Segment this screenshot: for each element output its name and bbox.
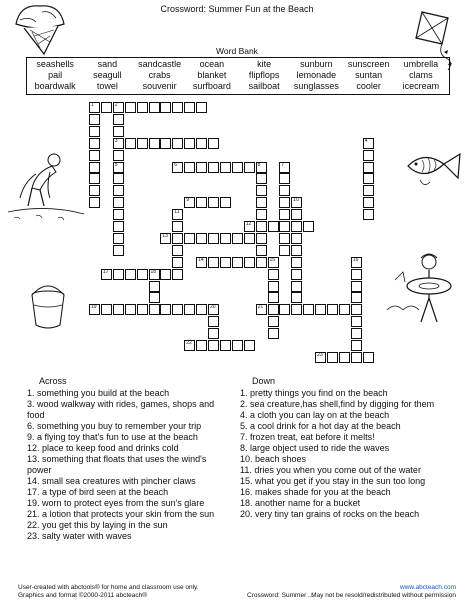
crossword-cell[interactable] [256,162,267,173]
crossword-cell[interactable] [256,197,267,208]
crossword-cell[interactable] [220,257,231,268]
crossword-cell[interactable] [279,233,290,244]
clue-item: 14. small sea creatures with pincher claws [27,476,196,486]
crossword-cell[interactable] [268,328,279,339]
crossword-cell[interactable] [196,340,207,351]
crossword-cell[interactable] [363,209,374,220]
crossword-cell[interactable] [113,304,124,315]
crossword-cell[interactable] [160,102,171,113]
clue-item: 6. something you buy to remember your trip [27,421,202,431]
crossword-cell[interactable] [256,209,267,220]
crossword-cell[interactable] [339,304,350,315]
crossword-cell[interactable] [351,304,362,315]
crossword-cell[interactable] [268,281,279,292]
crossword-cell[interactable] [351,257,362,268]
crossword-cell[interactable] [113,138,124,149]
clue-number: 22 [186,340,192,346]
crossword-cell[interactable] [244,162,255,173]
crossword-cell[interactable] [291,245,302,256]
clue-item: 1. something you build at the beach [27,388,170,398]
crossword-cell[interactable] [363,352,374,363]
crossword-cell[interactable] [268,269,279,280]
crossword-cell[interactable] [160,233,171,244]
word-bank-item: crabs [148,70,171,80]
crossword-cell[interactable] [113,269,124,280]
word-bank-item: sunglasses [293,81,339,91]
crossword-cell[interactable] [279,221,290,232]
crossword-cell[interactable] [208,138,219,149]
crossword-cell[interactable] [351,328,362,339]
clue-item: 20. very tiny tan grains of rocks on the beach [240,509,420,519]
word-bank-item: souvenir [142,81,177,91]
clue-item: 19. worn to protect eyes from the sun's glare [27,498,205,508]
word-bank-title: Word Bank [216,46,258,56]
clue-item: 12. place to keep food and drinks cold [27,443,179,453]
girl-with-float-icon [385,250,470,330]
crossword-cell[interactable] [172,138,183,149]
crossword-cell[interactable] [184,304,195,315]
crossword-cell[interactable] [279,162,290,173]
crossword-cell[interactable] [351,340,362,351]
crossword-cell[interactable] [327,352,338,363]
word-bank-item: sunburn [300,59,333,69]
clue-item: 2. sea creature,has shell,find by digging for them [240,399,435,409]
clue-item: 8. large object used to ride the waves [240,443,390,453]
crossword-cell[interactable] [89,197,100,208]
crossword-cell[interactable] [113,114,124,125]
crossword-cell[interactable] [315,304,326,315]
crossword-cell[interactable] [113,233,124,244]
crossword-cell[interactable] [196,257,207,268]
crossword-cell[interactable] [268,304,279,315]
crossword-cell[interactable] [291,304,302,315]
crossword-cell[interactable] [256,185,267,196]
crossword-cell[interactable] [208,197,219,208]
clue-number: 1 [91,102,94,108]
crossword-cell[interactable] [160,269,171,280]
footer-notice: May not be resold/redistributed without permission [311,592,456,599]
crossword-cell[interactable] [279,304,290,315]
crossword-cell[interactable] [149,269,160,280]
clue-number: 10 [293,197,299,204]
crossword-cell[interactable] [291,221,302,232]
clue-number: 3 [114,137,118,144]
word-bank-item: boardwalk [34,81,76,91]
clue-number: 18 [150,268,157,275]
crossword-cell[interactable] [291,233,302,244]
crossword-cell[interactable] [279,173,290,184]
crossword-cell[interactable] [268,316,279,327]
crossword-cell[interactable] [196,304,207,315]
clue-number: 16 [352,256,359,263]
crossword-cell[interactable] [172,102,183,113]
crossword-cell[interactable] [232,257,243,268]
crossword-cell[interactable] [268,257,279,268]
crossword-cell[interactable] [244,233,255,244]
clue-number: 21 [257,304,264,311]
clue-number: 2 [114,102,118,108]
word-bank-item: suntan [355,70,383,80]
clue-number: 5 [114,161,118,168]
crossword-cell[interactable] [172,269,183,280]
crossword-cell[interactable] [149,138,160,149]
crossword-cell[interactable] [113,162,124,173]
clue-item: 11. dries you when you come out of the water [240,465,421,475]
crossword-cell[interactable] [363,162,374,173]
crossword-cell[interactable] [149,281,160,292]
crossword-cell[interactable] [196,233,207,244]
crossword-cell[interactable] [268,292,279,303]
crossword-cell[interactable] [137,304,148,315]
crossword-cell[interactable] [113,185,124,196]
crossword-cell[interactable] [89,114,100,125]
crossword-cell[interactable] [89,173,100,184]
clue-number: 20 [210,304,216,311]
footer-right [311,584,456,600]
clue-item: 23. salty water with waves [27,531,132,541]
crossword-cell[interactable] [89,185,100,196]
crossword-cell[interactable] [256,221,267,232]
crossword-cell[interactable] [279,185,290,196]
crossword-cell[interactable] [291,197,302,208]
crossword-cell[interactable] [172,304,183,315]
page-title: Crossword: Summer Fun at the Beach [160,4,314,14]
crossword-cell[interactable] [149,102,160,113]
word-bank-item: pail [48,70,63,80]
crossword-cell[interactable] [160,304,171,315]
crossword-cell[interactable] [184,138,195,149]
crossword-cell[interactable] [101,304,112,315]
crossword-cell[interactable] [113,197,124,208]
crossword-cell[interactable] [101,269,112,280]
word-bank-item: ocean [199,59,225,69]
clue-number: 19 [91,304,97,311]
word-bank-item: lemonade [296,70,337,80]
crossword-cell[interactable] [315,352,326,363]
clue-item: 10. beach shoes [240,454,307,464]
word-bank-item: sailboat [248,81,280,91]
crossword-cell[interactable] [291,209,302,220]
footer-credit: User-created with abctools® for home and classroom use only. [18,584,199,591]
crossword-cell[interactable] [339,352,350,363]
crossword-cell[interactable] [363,150,374,161]
crossword-cell[interactable] [125,269,136,280]
crossword-cell[interactable] [232,233,243,244]
crossword-cell[interactable] [351,269,362,280]
word-bank-item: kite [257,59,272,69]
crossword-cell[interactable] [113,150,124,161]
crossword-cell[interactable] [208,233,219,244]
crossword-cell[interactable] [303,304,314,315]
crossword-cell[interactable] [327,304,338,315]
footer-middle: Crossword: Summer ... [247,592,314,599]
crossword-cell[interactable] [351,281,362,292]
clue-number: 17 [102,268,109,275]
clue-number: 12 [245,221,252,227]
crossword-cell[interactable] [351,292,362,303]
crossword-cell[interactable] [256,233,267,244]
crossword-cell[interactable] [89,150,100,161]
crossword-cell[interactable] [196,197,207,208]
word-bank-item: umbrella [403,59,439,69]
kite-icon [402,10,462,75]
crossword-cell[interactable] [172,233,183,244]
crossword-cell[interactable] [113,173,124,184]
crossword-cell[interactable] [196,138,207,149]
crossword-cell[interactable] [184,340,195,351]
crossword-cell[interactable] [89,126,100,137]
clue-item: 13. something that floats that uses the wind's power [27,454,207,475]
clue-item: 21. a lotion that protects your skin from the sun [27,509,215,519]
word-bank-item: seagull [93,70,122,80]
clue-item: 22. you get this by laying in the sun [27,520,168,530]
clue-number: 15 [269,256,276,263]
clue-number: 13 [162,232,168,239]
clue-number: 4 [364,137,368,144]
across-title: Across [39,376,67,386]
clue-number: 7 [281,161,285,168]
crossword-cell[interactable] [244,257,255,268]
crossword-cell[interactable] [184,197,195,208]
crossword-cell[interactable] [196,162,207,173]
crossword-cell[interactable] [113,245,124,256]
clue-number: 23 [317,351,323,358]
crossword-cell[interactable] [256,173,267,184]
crossword-cell[interactable] [291,292,302,303]
crossword-cell[interactable] [113,209,124,220]
crossword-cell[interactable] [363,197,374,208]
crossword-cell[interactable] [256,245,267,256]
clue-number: 8 [257,161,261,168]
crossword-cell[interactable] [256,304,267,315]
crossword-cell[interactable] [113,102,124,113]
word-bank-item: blanket [197,70,227,80]
word-bank-item: sandcastle [138,59,182,69]
crossword-cell[interactable] [232,340,243,351]
word-bank-item: cooler [356,81,381,91]
crossword-cell[interactable] [363,138,374,149]
clue-number: 6 [174,161,178,168]
word-bank-item: sunscreen [347,59,390,69]
clue-number: 9 [186,197,189,204]
crossword-cell[interactable] [208,340,219,351]
footer-left [18,584,199,600]
crossword-cell[interactable] [244,221,255,232]
clue-number: 11 [174,209,180,216]
crossword-cell[interactable] [208,304,219,315]
word-bank-item: seashells [36,59,74,69]
crossword-cell[interactable] [125,304,136,315]
clue-item: 15. what you get if you stay in the sun too long [240,476,426,486]
crossword-cell[interactable] [208,162,219,173]
clue-item: 16. makes shade for you at the beach [240,487,391,497]
word-bank-item: icecream [402,81,440,91]
crossword-cell[interactable] [268,221,279,232]
crossword-cell[interactable] [351,316,362,327]
crossword-cell[interactable] [208,316,219,327]
crossword-cell[interactable] [113,221,124,232]
crossword-cell[interactable] [184,102,195,113]
crossword-cell[interactable] [160,138,171,149]
boy-on-beach-icon [6,148,86,228]
crossword-cell[interactable] [256,257,267,268]
crossword-cell[interactable] [279,197,290,208]
crossword-cell[interactable] [220,340,231,351]
crossword-cell[interactable] [89,304,100,315]
crossword-cell[interactable] [351,352,362,363]
crossword-cell[interactable] [137,269,148,280]
crossword-cell[interactable] [279,245,290,256]
crossword-cell[interactable] [172,257,183,268]
fish-icon [404,148,464,193]
crossword-cell[interactable] [184,233,195,244]
crossword-cell[interactable] [172,221,183,232]
clue-item: 4. a cloth you can lay on at the beach [240,410,390,420]
crossword-cell[interactable] [220,162,231,173]
crossword-cell[interactable] [291,281,302,292]
clue-item: 18. another name for a bucket [240,498,361,508]
word-bank [26,57,450,95]
clue-item: 3. wood walkway with rides, games, shops and food [27,399,215,420]
clue-item: 17. a type of bird seen at the beach [27,487,169,497]
crossword-cell[interactable] [137,102,148,113]
crossword-cell[interactable] [363,173,374,184]
ice-cream-cone-icon [10,2,70,57]
crossword-cell[interactable] [208,257,219,268]
word-bank-item: flipflops [248,70,280,80]
crossword-cell[interactable] [113,126,124,137]
crossword-cell[interactable] [303,221,314,232]
down-clues [240,376,470,520]
word-bank-item: clams [409,70,433,80]
crossword-cell[interactable] [149,292,160,303]
across-clues [27,376,232,542]
crossword-cell[interactable] [172,245,183,256]
crossword-cell[interactable] [291,257,302,268]
crossword-cell[interactable] [172,162,183,173]
clue-number: 14 [198,256,204,263]
crossword-cell[interactable] [184,162,195,173]
crossword-cell[interactable] [232,162,243,173]
word-bank-item: towel [96,81,118,91]
crossword-cell[interactable] [137,138,148,149]
crossword-cell[interactable] [101,102,112,113]
clue-item: 5. a cool drink for a hot day at the beach [240,421,401,431]
clue-item: 7. frozen treat, eat before it melts! [240,432,375,442]
crossword-cell[interactable] [125,138,136,149]
crossword-cell[interactable] [279,209,290,220]
crossword-cell[interactable] [196,102,207,113]
crossword-cell[interactable] [291,269,302,280]
clue-item: 1. pretty things you find on the beach [240,388,388,398]
footer-link[interactable]: www.abcteach.com [400,584,456,591]
crossword-cell[interactable] [220,233,231,244]
clue-item: 9. a flying toy that's fun to use at the beach [27,432,198,442]
crossword-cell[interactable] [89,138,100,149]
crossword-cell[interactable] [149,304,160,315]
word-bank-item: sand [97,59,118,69]
crossword-cell[interactable] [125,102,136,113]
crossword-cell[interactable] [220,197,231,208]
pail-icon [26,283,70,333]
word-bank-item: surfboard [192,81,231,91]
crossword-cell[interactable] [172,209,183,220]
crossword-cell[interactable] [363,185,374,196]
crossword-cell[interactable] [89,162,100,173]
crossword-cell[interactable] [244,340,255,351]
crossword-cell[interactable] [89,102,100,113]
down-title: Down [252,376,276,386]
crossword-cell[interactable] [208,328,219,339]
footer-copyright: Graphics and format ©2000-2011 abcteach® [18,592,148,599]
